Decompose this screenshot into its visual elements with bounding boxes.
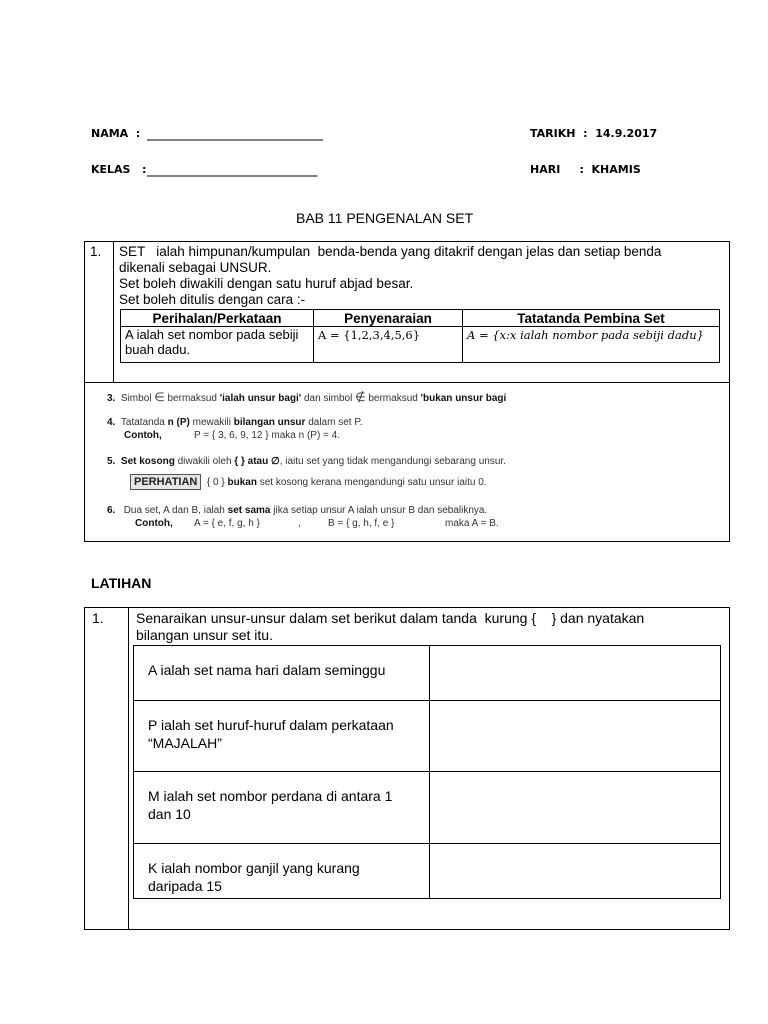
table-cell: A = {x:x ialah nombor pada sebiji dadu} <box>463 327 720 363</box>
note-6-conclusion: maka A = B. <box>445 518 499 529</box>
hari-value: KHAMIS <box>591 163 641 176</box>
note-6-set-b: B = { g, h, f, e } <box>328 518 395 529</box>
note-4-contoh: Contoh, <box>124 430 162 441</box>
answer-cell[interactable] <box>430 646 721 701</box>
answer-cell[interactable] <box>430 701 721 772</box>
latihan-heading: LATIHAN <box>91 575 152 591</box>
latihan-number: 1. <box>92 610 104 626</box>
perhatian-badge: PERHATIAN <box>130 474 201 490</box>
note-3: 3. Simbol ∈ bermaksud 'ialah unsur bagi' dan simbol ∉ bermaksud 'bukan unsur bagi <box>107 390 507 404</box>
notes-line-2: dikenali sebagai UNSUR. <box>119 260 272 275</box>
note-6: 6. Dua set, A dan B, ialah set sama jika setiap unsur A ialah unsur B dan sebaliknya. <box>107 505 488 516</box>
nama-field[interactable]: ________________________________ <box>147 128 323 141</box>
tarikh-value: 14.9.2017 <box>595 127 658 140</box>
notes-line-4: Set boleh ditulis dengan cara :- <box>119 292 306 307</box>
answer-cell[interactable] <box>430 844 721 899</box>
hari-row: HARI : KHAMIS <box>530 163 641 176</box>
note-4: 4. Tatatanda n (P) mewakili bilangan unsur dalam set P. <box>107 417 363 428</box>
page-title: BAB 11 PENGENALAN SET <box>296 210 474 226</box>
note-4-example: P = { 3, 6, 9, 12 } maka n (P) = 4. <box>194 430 341 441</box>
table-header: Perihalan/Perkataan <box>121 310 314 327</box>
latihan-instruction: Senaraikan unsur-unsur dalam set berikut dalam tanda kurung { } dan nyatakan bilangan unsur set itu. <box>136 610 645 643</box>
table-header: Tatatanda Pembina Set <box>463 310 720 327</box>
note-6-contoh: Contoh, <box>135 518 173 529</box>
note-5-perhatian: PERHATIAN { 0 } bukan set kosong kerana mengandungi satu unsur iaitu 0. <box>130 476 487 489</box>
kelas-field[interactable]: _______________________________ <box>147 164 318 177</box>
nama-label: NAMA : <box>91 127 141 140</box>
answer-cell[interactable] <box>430 772 721 844</box>
set-notation-table <box>120 309 720 363</box>
question-cell: A ialah set nama hari dalam seminggu <box>134 646 430 701</box>
note-5: 5. Set kosong diwakili oleh { } atau ∅, iaitu set yang tidak mengandungi sebarang unsur. <box>107 456 506 467</box>
question-cell: K ialah nombor ganjil yang kurang daripada 15 <box>134 844 430 899</box>
notes-line-3: Set boleh diwakili dengan satu huruf abjad besar. <box>119 276 414 291</box>
notes-number: 1. <box>90 244 102 259</box>
table-cell: A ialah set nombor pada sebiji buah dadu. <box>121 327 314 363</box>
exercise-table <box>133 645 721 899</box>
not-element-of-icon: ∉ <box>355 390 366 404</box>
kelas-label: KELAS : <box>91 163 147 176</box>
tarikh-row: TARIKH : 14.9.2017 <box>530 127 658 140</box>
note-6-comma: , <box>298 518 301 529</box>
notes-definition: SET ialah himpunan/kumpulan benda-benda yang ditakrif dengan jelas dan setiap benda <box>119 244 662 259</box>
table-header: Penyenaraian <box>314 310 463 327</box>
note-6-set-a: A = { e, f, g, h } <box>194 518 260 529</box>
element-of-icon: ∈ <box>154 390 165 404</box>
table-cell: A = {1,2,3,4,5,6} <box>314 327 463 363</box>
question-cell: M ialah set nombor perdana di antara 1 dan 10 <box>134 772 430 844</box>
question-cell: P ialah set huruf-huruf dalam perkataan “MAJALAH” <box>134 701 430 772</box>
